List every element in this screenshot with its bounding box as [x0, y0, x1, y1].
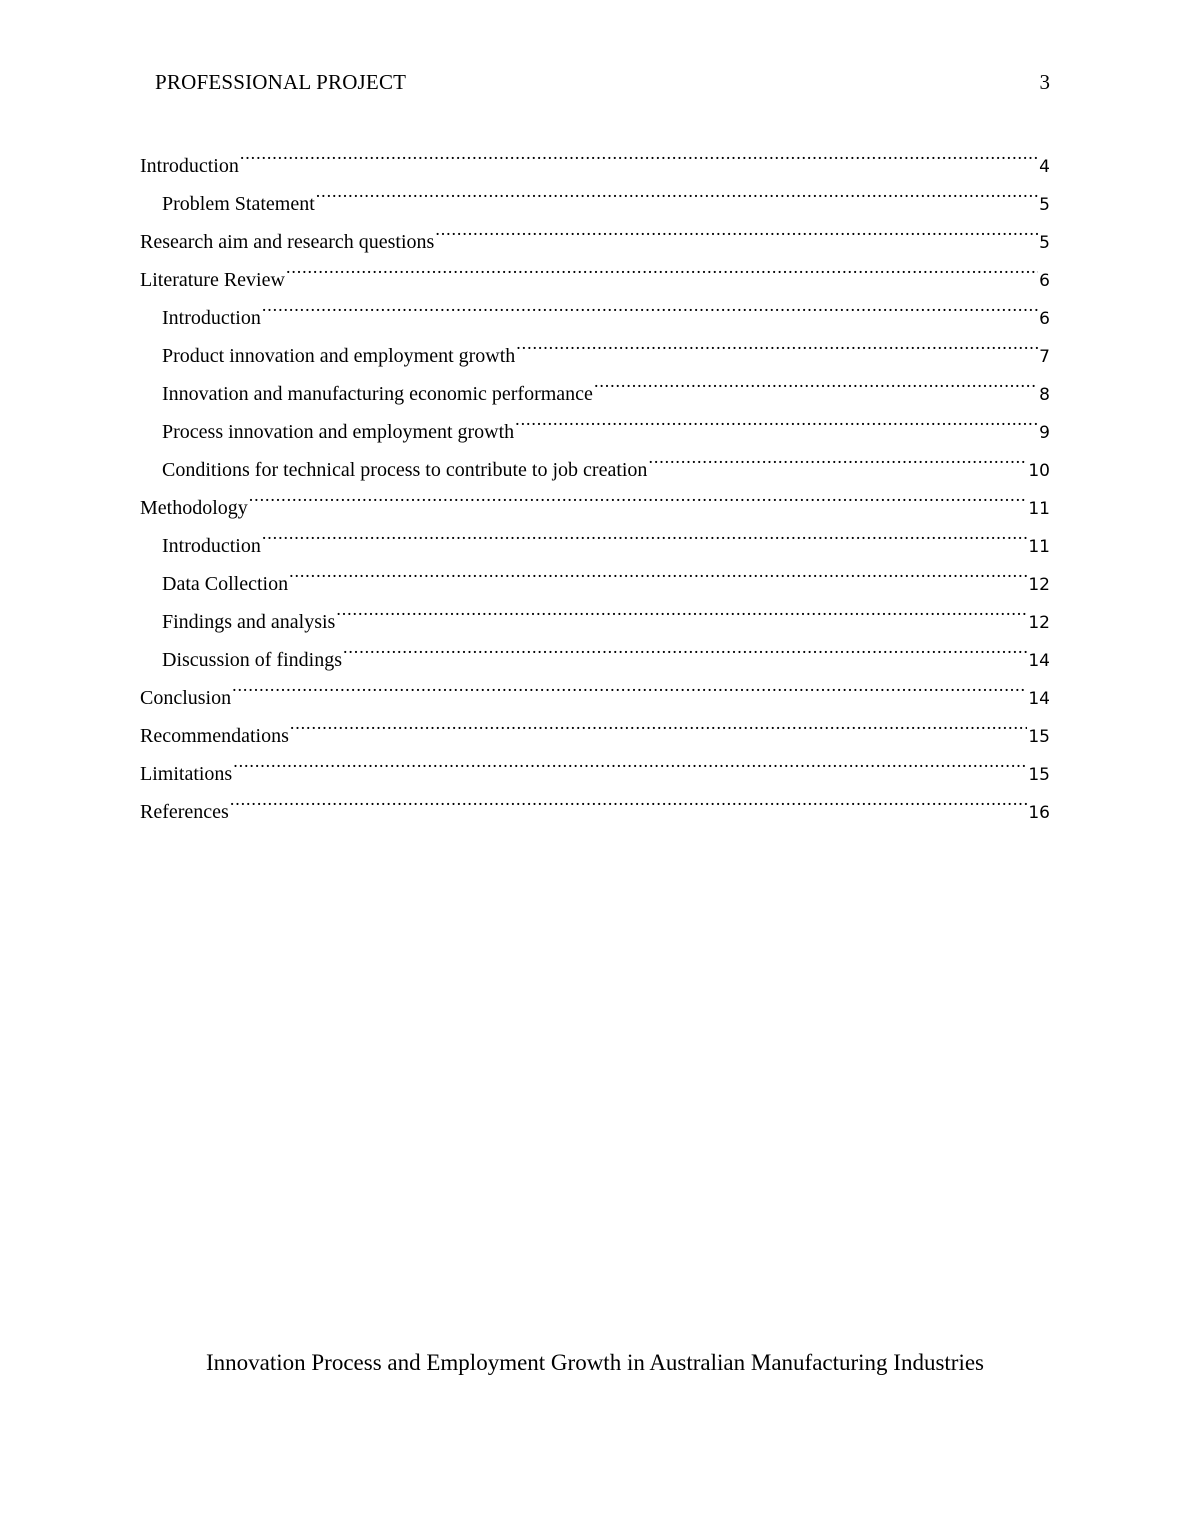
toc-entry-page: 11 — [1028, 537, 1050, 557]
toc-dot-leader — [336, 590, 1027, 628]
document-title: Innovation Process and Employment Growth in Australian Manufacturing Industries — [205, 1350, 985, 1375]
toc-entry-page: 11 — [1028, 499, 1050, 519]
toc-entry[interactable] — [140, 324, 1050, 367]
toc-entry-page: 6 — [1039, 271, 1050, 291]
toc-entry[interactable] — [140, 286, 1050, 329]
toc-dot-leader — [515, 400, 1038, 438]
toc-entry-label: Methodology — [140, 497, 248, 519]
toc-entry-label: References — [140, 801, 229, 823]
toc-entry-label: Findings and analysis — [162, 611, 336, 633]
toc-entry-page: 8 — [1039, 385, 1050, 405]
toc-entry-page: 5 — [1039, 195, 1050, 215]
toc-dot-leader — [233, 742, 1027, 780]
toc-entry-label: Recommendations — [140, 725, 289, 747]
toc-entry-page: 15 — [1028, 727, 1050, 747]
toc-entry-label: Data Collection — [162, 573, 289, 595]
running-head: PROFESSIONAL PROJECT — [155, 70, 407, 94]
toc-entry-page: 12 — [1028, 575, 1050, 595]
toc-entry-page: 15 — [1028, 765, 1050, 785]
toc-dot-leader — [594, 362, 1038, 400]
toc-entry-label: Process innovation and employment growth — [162, 421, 515, 443]
toc-dot-leader — [230, 780, 1028, 818]
toc-entry-page: 5 — [1039, 233, 1050, 253]
toc-entry[interactable] — [140, 780, 1050, 823]
toc-entry[interactable] — [140, 172, 1050, 215]
toc-entry-label: Problem Statement — [162, 193, 315, 215]
toc-dot-leader — [516, 324, 1038, 362]
toc-dot-leader — [435, 210, 1038, 248]
toc-dot-leader — [648, 438, 1027, 476]
toc-dot-leader — [232, 666, 1027, 704]
toc-entry-label: Literature Review — [140, 269, 285, 291]
toc-entry-label: Introduction — [140, 155, 239, 177]
toc-entry-label: Introduction — [162, 535, 261, 557]
toc-entry-page: 7 — [1039, 347, 1050, 367]
toc-entry-page: 9 — [1039, 423, 1050, 443]
toc-entry-label: Innovation and manufacturing economic performance — [162, 383, 593, 405]
toc-entry-label: Discussion of findings — [162, 649, 342, 671]
toc-dot-leader — [240, 134, 1038, 172]
toc-entry-label: Limitations — [140, 763, 233, 785]
toc-entry[interactable] — [140, 666, 1050, 709]
page-number: 3 — [1039, 70, 1050, 94]
toc-entry-page: 6 — [1039, 309, 1050, 329]
toc-entry-label: Conclusion — [140, 687, 232, 709]
toc-entry[interactable] — [140, 476, 1050, 519]
toc-dot-leader — [262, 286, 1038, 324]
toc-dot-leader — [289, 552, 1027, 590]
toc-entry-label: Conditions for technical process to contribute to job creation — [162, 459, 648, 481]
toc-entry-label: Research aim and research questions — [140, 231, 435, 253]
toc-entry-label: Introduction — [162, 307, 261, 329]
toc-entry-page: 10 — [1028, 461, 1050, 481]
table-of-contents — [140, 134, 1050, 823]
toc-dot-leader — [262, 514, 1027, 552]
toc-entry-label: Product innovation and employment growth — [162, 345, 516, 367]
toc-entry[interactable] — [140, 704, 1050, 747]
toc-entry[interactable] — [140, 742, 1050, 785]
toc-entry[interactable] — [140, 514, 1050, 557]
toc-dot-leader — [249, 476, 1028, 514]
toc-dot-leader — [286, 248, 1038, 286]
toc-dot-leader — [316, 172, 1038, 210]
toc-dot-leader — [343, 628, 1027, 666]
toc-entry-page: 16 — [1028, 803, 1050, 823]
toc-entry-page: 14 — [1028, 651, 1050, 671]
toc-entry-page: 14 — [1028, 689, 1050, 709]
toc-dot-leader — [290, 704, 1028, 742]
toc-entry-page: 12 — [1028, 613, 1050, 633]
toc-entry[interactable] — [140, 552, 1050, 595]
toc-entry[interactable] — [140, 134, 1050, 177]
toc-entry-page: 4 — [1039, 157, 1050, 177]
